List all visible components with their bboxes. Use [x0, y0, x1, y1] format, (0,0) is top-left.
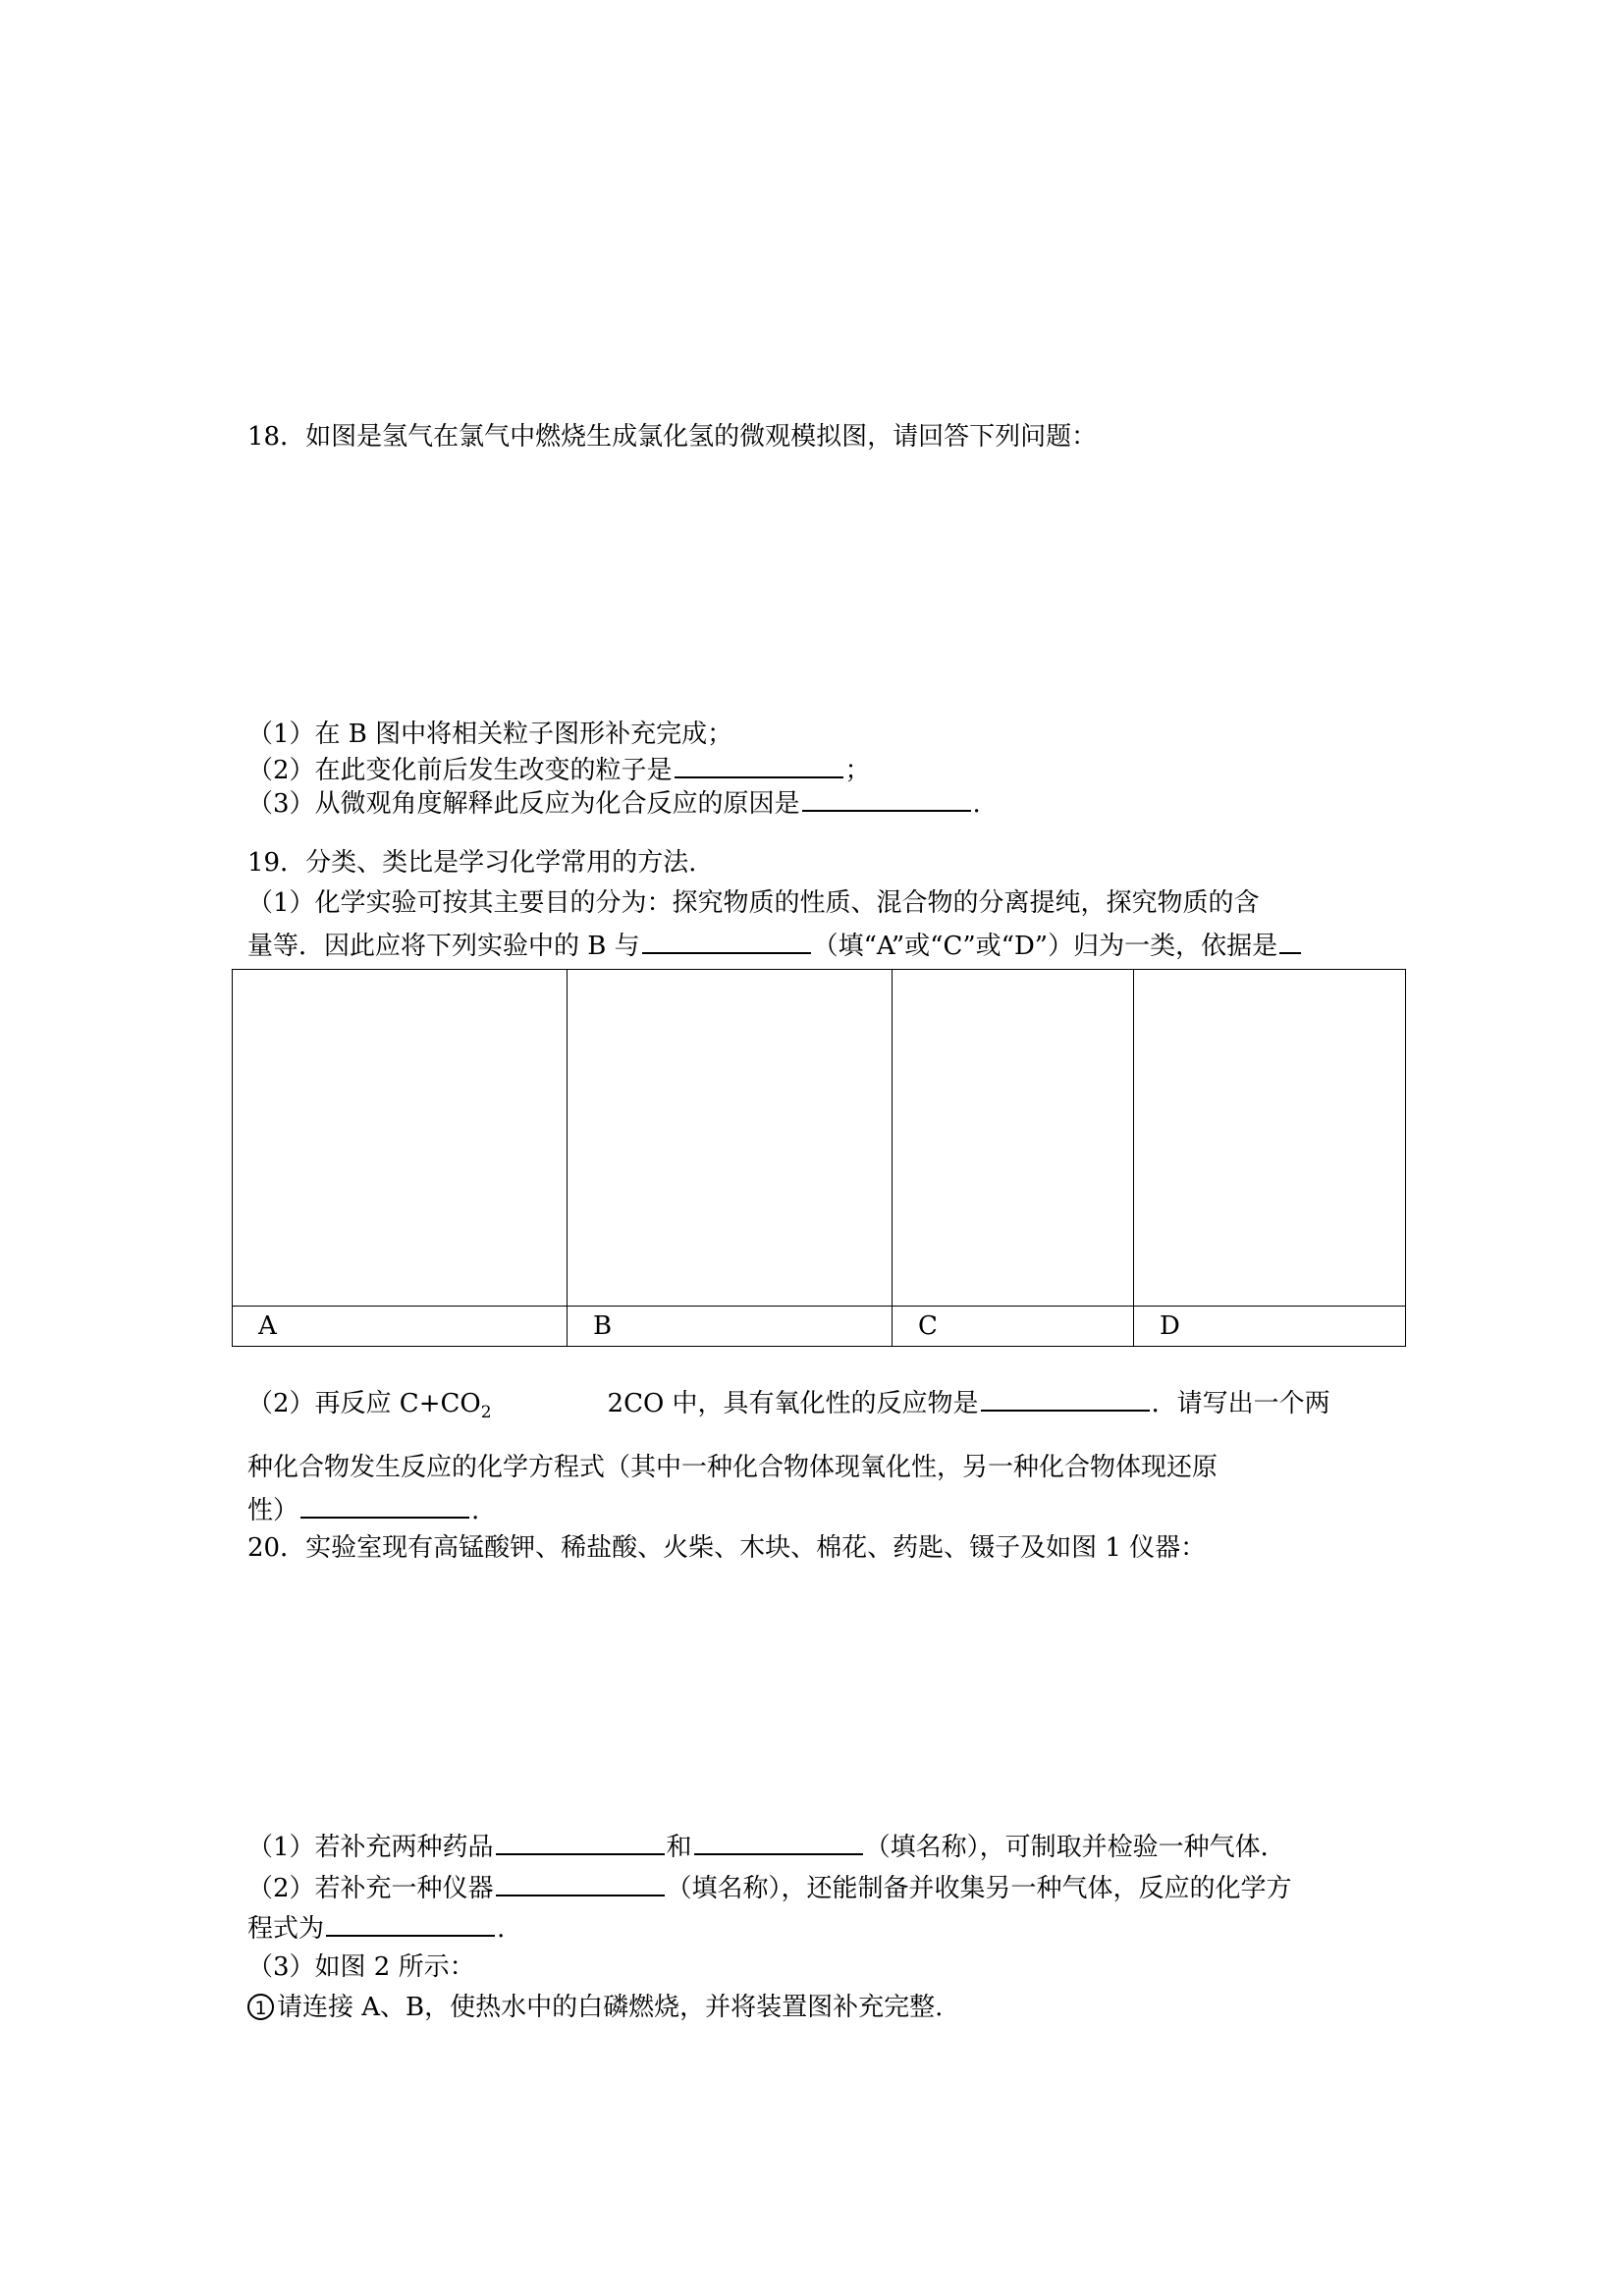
- q18-part2-text: （2）在此变化前后发生改变的粒子是: [247, 756, 673, 785]
- q18-part1-text: （1）在 B 图中将相关粒子图形补充完成；: [247, 720, 733, 749]
- q19-part1-line1: [247, 886, 1260, 920]
- answer-blank-q20-1a[interactable]: [496, 1828, 665, 1855]
- q18-part2: [247, 751, 871, 787]
- q19-part2-text: （2）再反应 C+CO: [247, 1389, 481, 1418]
- q20-part1-end: （填名称），可制取并检验一种气体．: [864, 1833, 1286, 1862]
- q19-part2-mid: 2CO 中，具有氧化性的反应物是: [607, 1389, 979, 1418]
- q19-part2-line2: [247, 1451, 1218, 1484]
- answer-blank-q18-2[interactable]: [675, 751, 843, 778]
- answer-blank-q19-1a[interactable]: [642, 927, 811, 954]
- q19-stem: [247, 846, 696, 880]
- experiment-label-d: D: [1134, 1307, 1406, 1347]
- q20-part1: [247, 1828, 1286, 1864]
- answer-blank-q20-2a[interactable]: [496, 1869, 665, 1896]
- q19-part2-line3-text: 性）: [247, 1496, 299, 1525]
- q18-part3-text: （3）从微观角度解释此反应为化合反应的原因是: [247, 789, 800, 819]
- q20-part3-sub1-text: 请连接 A、B，使热水中的白磷燃烧，并将装置图补充完整.: [277, 1993, 944, 2022]
- q20-stem-text: 20．实验室现有高锰酸钾、稀盐酸、火柴、木块、棉花、药匙、镊子及如图 1 仪器：: [247, 1533, 1207, 1563]
- q18-part2-end: ；: [844, 756, 871, 785]
- q19-part1-line2-text: 量等．因此应将下列实验中的 B 与: [247, 932, 640, 961]
- experiment-label-b: B: [568, 1307, 893, 1347]
- experiment-c-figure: [893, 970, 1134, 1307]
- q19-stem-text: 19．分类、类比是学习化学常用的方法.: [247, 848, 697, 878]
- experiment-label-a: A: [233, 1307, 568, 1347]
- q19-part1-text: （1）化学实验可按其主要目的分为：探究物质的性质、混合物的分离提纯，探究物质的含: [247, 888, 1260, 918]
- q20-part3-text: （3）如图 2 所示：: [247, 1952, 475, 1982]
- q20-part1-mid: 和: [666, 1833, 692, 1862]
- q20-part2-line2: [247, 1909, 505, 1946]
- answer-blank-q19-2b[interactable]: [300, 1491, 469, 1519]
- answer-blank-q19-2a[interactable]: [981, 1384, 1150, 1412]
- experiment-table: [232, 969, 1406, 1347]
- experiment-a-figure: [233, 970, 568, 1307]
- q18-stem: [247, 420, 1097, 454]
- q18-stem-text: 18．如图是氢气在氯气中燃烧生成氯化氢的微观模拟图，请回答下列问题：: [247, 422, 1098, 452]
- q18-part1: [247, 718, 732, 751]
- q20-part2-line2-end: .: [497, 1914, 506, 1944]
- q20-part2-end: （填名称），还能制备并收集另一种气体，反应的化学方: [666, 1874, 1292, 1903]
- q19-co2-subscript: 2: [480, 1403, 492, 1422]
- q20-part3-sub1: [247, 1991, 943, 2024]
- experiment-d-figure: [1134, 970, 1406, 1307]
- experiment-label-c: C: [893, 1307, 1134, 1347]
- q20-part3: [247, 1950, 475, 1984]
- answer-blank-q18-3[interactable]: [802, 784, 971, 812]
- q19-part1-line2-end: （填“A”或“C”或“D”）归为一类，依据是: [812, 932, 1278, 961]
- q19-part2-end: ．请写出一个两: [1151, 1389, 1330, 1418]
- q20-stem: [247, 1531, 1206, 1565]
- q19-part1-line2: [247, 927, 1303, 963]
- q18-part3: [247, 784, 981, 821]
- q20-part2-line1: [247, 1869, 1292, 1905]
- q20-part2-text: （2）若补充一种仪器: [247, 1874, 494, 1903]
- q19-part2-line3-end: .: [471, 1496, 480, 1525]
- q19-part2-line1: [247, 1384, 1330, 1420]
- q20-part1-text: （1）若补充两种药品: [247, 1833, 494, 1862]
- answer-blank-q20-1b[interactable]: [694, 1828, 863, 1855]
- q20-part2-line2-text: 程式为: [247, 1914, 325, 1944]
- answer-blank-q20-2b[interactable]: [326, 1909, 495, 1937]
- q19-part2-line2-text: 种化合物发生反应的化学方程式（其中一种化合物体现氧化性，另一种化合物体现还原: [247, 1453, 1218, 1482]
- circled-number-one: 1: [247, 1994, 274, 2020]
- q18-part3-end: .: [972, 789, 981, 819]
- experiment-b-figure: [568, 970, 893, 1307]
- q19-part2-line3: [247, 1491, 479, 1527]
- answer-blank-q19-1b[interactable]: [1279, 927, 1301, 954]
